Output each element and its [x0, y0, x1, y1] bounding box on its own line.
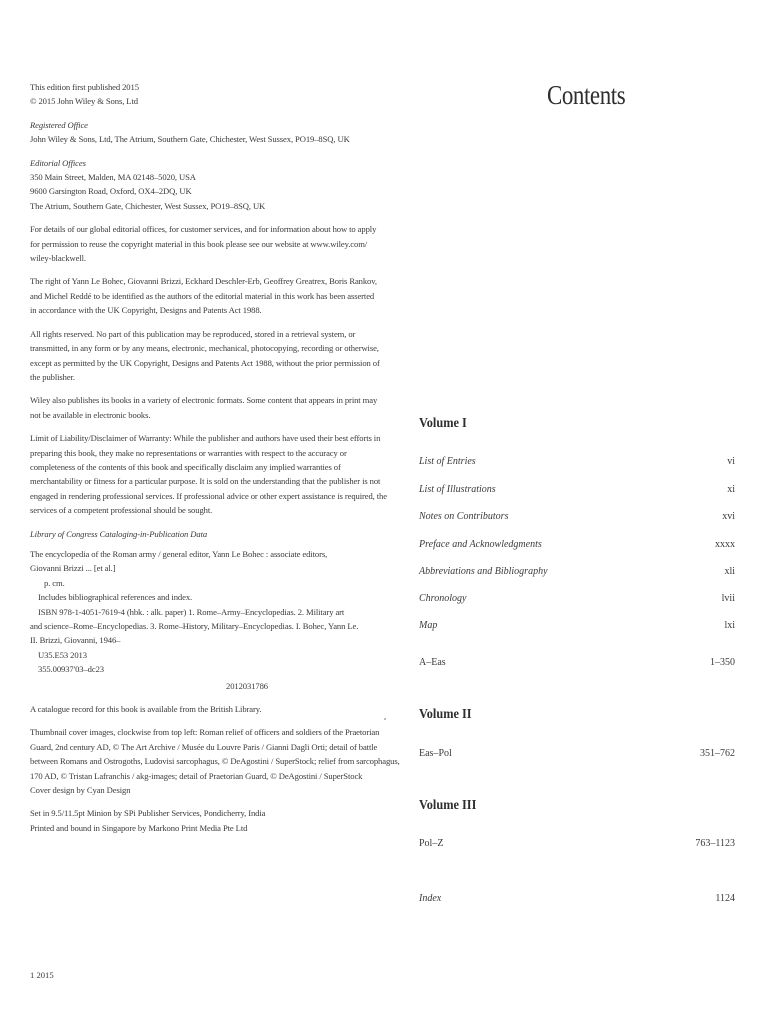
toc-entry-page: 1–350 [710, 657, 735, 668]
text-line: All rights reserved. No part of this publication may be reproduced, stored in a retrieval system, or [30, 328, 356, 339]
text-line: Thumbnail cover images, clockwise from top left: Roman relief of officers and soldiers of the Praetorian [30, 727, 380, 738]
cip-isbn-line: ISBN 978-1-4051-7619-4 (hbk. : alk. paper) 1. Rome–Army–Encyclopedias. 2. Military art [38, 606, 345, 617]
registered-office-heading: Registered Office [30, 119, 88, 130]
text-line: completeness of the contents of this book and specifically disclaim any implied warranties of [30, 461, 341, 472]
toc-entry-page: lvii [721, 593, 735, 604]
editorial-office-address: 350 Main Street, Malden, MA 02148–5020, USA [30, 172, 196, 183]
toc-entry-page: 351–762 [700, 748, 735, 759]
toc-entry-page: xi [727, 484, 735, 495]
toc-entry-page: 1124 [715, 893, 735, 904]
cip-class-line: U35.E53 2013 [38, 649, 87, 660]
toc-entry-label: Notes on Contributors [419, 511, 509, 522]
toc-entry-label: List of Entries [419, 456, 476, 467]
text-line: transmitted, in any form or by any means, electronic, mechanical, photocopying, recording or otherwise, [30, 343, 379, 354]
toc-entry-label: Abbreviations and Bibliography [419, 566, 548, 577]
toc-entry-page: xvi [722, 511, 735, 522]
editorial-office-address: The Atrium, Southern Gate, Chichester, West Sussex, PO19–8SQ, UK [30, 200, 266, 211]
toc-entry-label: Eas–Pol [419, 748, 452, 759]
edition-line: This edition first published 2015 [30, 82, 139, 92]
toc-entry-label: Chronology [419, 593, 467, 604]
text-line: Printed and bound in Singapore by Markono Print Media Pte Ltd [30, 822, 248, 833]
copyright-line: © 2015 John Wiley & Sons, Ltd [30, 96, 138, 107]
cip-title-line: The encyclopedia of the Roman army / general editor, Yann Le Bohec : associate editors, [30, 548, 328, 559]
editorial-offices-heading: Editorial Offices [30, 157, 86, 168]
cip-heading: Library of Congress Cataloging-in-Publication Data [30, 528, 208, 539]
scan-speck [384, 718, 386, 720]
text-line: For details of our global editorial offices, for customer services, and for information about how to apply [30, 224, 377, 235]
cip-isbn-line: and science–Rome–Encyclopedias. 3. Rome–History, Military–Encyclopedias. I. Bohec, Yann Le. [30, 621, 359, 631]
toc-entry-page: xli [724, 566, 735, 577]
text-line: A catalogue record for this book is available from the British Library. [30, 704, 262, 715]
toc-entry-label: Pol–Z [419, 838, 444, 849]
toc-entry-page: lxi [724, 620, 735, 631]
cip-isbn-line: II. Brizzi, Giovanni, 1946– [30, 635, 121, 646]
toc-entry-page: xxxx [715, 539, 735, 550]
text-line: wiley-blackwell. [30, 253, 86, 264]
print-line-footer: 1 2015 [30, 970, 54, 980]
toc-entry-label: List of Illustrations [419, 484, 496, 495]
toc-entry-page: 763–1123 [695, 838, 735, 849]
contents-title: Contents [547, 80, 626, 110]
cip-title-line: Giovanni Brizzi ... [et al.] [30, 563, 116, 574]
text-line: not be available in electronic books. [30, 409, 151, 420]
text-line: merchantability or fitness for a particular purpose. It is sold on the understanding that the publisher is not [30, 476, 381, 487]
text-line: the publisher. [30, 371, 75, 382]
cip-class-line: 355.00937'03–dc23 [38, 664, 104, 675]
toc-entry-label: Index [419, 893, 442, 904]
text-line: for permission to reuse the copyright material in this book please see our website at www.wiley.com/ [30, 238, 368, 249]
volume-3-heading: Volume III [419, 798, 477, 813]
text-line: Limit of Liability/Disclaimer of Warranty: While the publisher and authors have used their best efforts in [30, 433, 381, 444]
toc-entry-label: Preface and Acknowledgments [419, 539, 542, 550]
text-line: 170 AD, © Tristan Lafranchis / akg-images; detail of Praetorian Guard, © DeAgostini / SuperStock [30, 770, 363, 781]
text-line: in accordance with the UK Copyright, Designs and Patents Act 1988. [30, 305, 262, 316]
text-line: Wiley also publishes its books in a variety of electronic formats. Some content that appears in print may [30, 395, 378, 406]
text-line: between Romans and Ostrogoths, Ludovisi sarcophagus, © DeAgostini / SuperStock; relief from sarcophagus, [30, 756, 400, 767]
cip-includes: Includes bibliographical references and index. [38, 592, 193, 603]
registered-office-address: John Wiley & Sons, Ltd, The Atrium, Southern Gate, Chichester, West Sussex, PO19–8SQ, UK [30, 134, 350, 145]
toc-entry-page: vi [727, 456, 735, 467]
toc-entry-label: A–Eas [419, 657, 446, 668]
cip-pcm: p. cm. [44, 577, 65, 588]
text-line: preparing this book, they make no representations or warranties with respect to the accuracy or [30, 447, 347, 458]
text-line: and Michel Reddé to be identified as the authors of the editorial material in this work has been asserted [30, 290, 375, 301]
text-line: services of a competent professional should be sought. [30, 505, 213, 516]
cip-lccn: 2012031786 [226, 680, 268, 691]
text-line: Cover design by Cyan Design [30, 785, 131, 796]
toc-entry-label: Map [419, 620, 438, 631]
text-line: engaged in rendering professional services. If professional advice or other expert assistance is required, the [30, 490, 387, 501]
editorial-office-address: 9600 Garsington Road, Oxford, OX4–2DQ, UK [30, 186, 192, 197]
text-line: Set in 9.5/11.5pt Minion by SPi Publisher Services, Pondicherry, India [30, 808, 266, 819]
text-line: Guard, 2nd century AD, © The Art Archive / Musée du Louvre Paris / Gianni Dagli Orti; detail of battle [30, 741, 378, 752]
text-line: The right of Yann Le Bohec, Giovanni Brizzi, Eckhard Deschler-Erb, Geoffrey Greatrex, Boris Rankov, [30, 276, 377, 287]
volume-2-heading: Volume II [419, 707, 472, 722]
volume-1-heading: Volume I [419, 416, 467, 431]
text-line: except as permitted by the UK Copyright, Designs and Patents Act 1988, without the prior permission of [30, 357, 380, 368]
